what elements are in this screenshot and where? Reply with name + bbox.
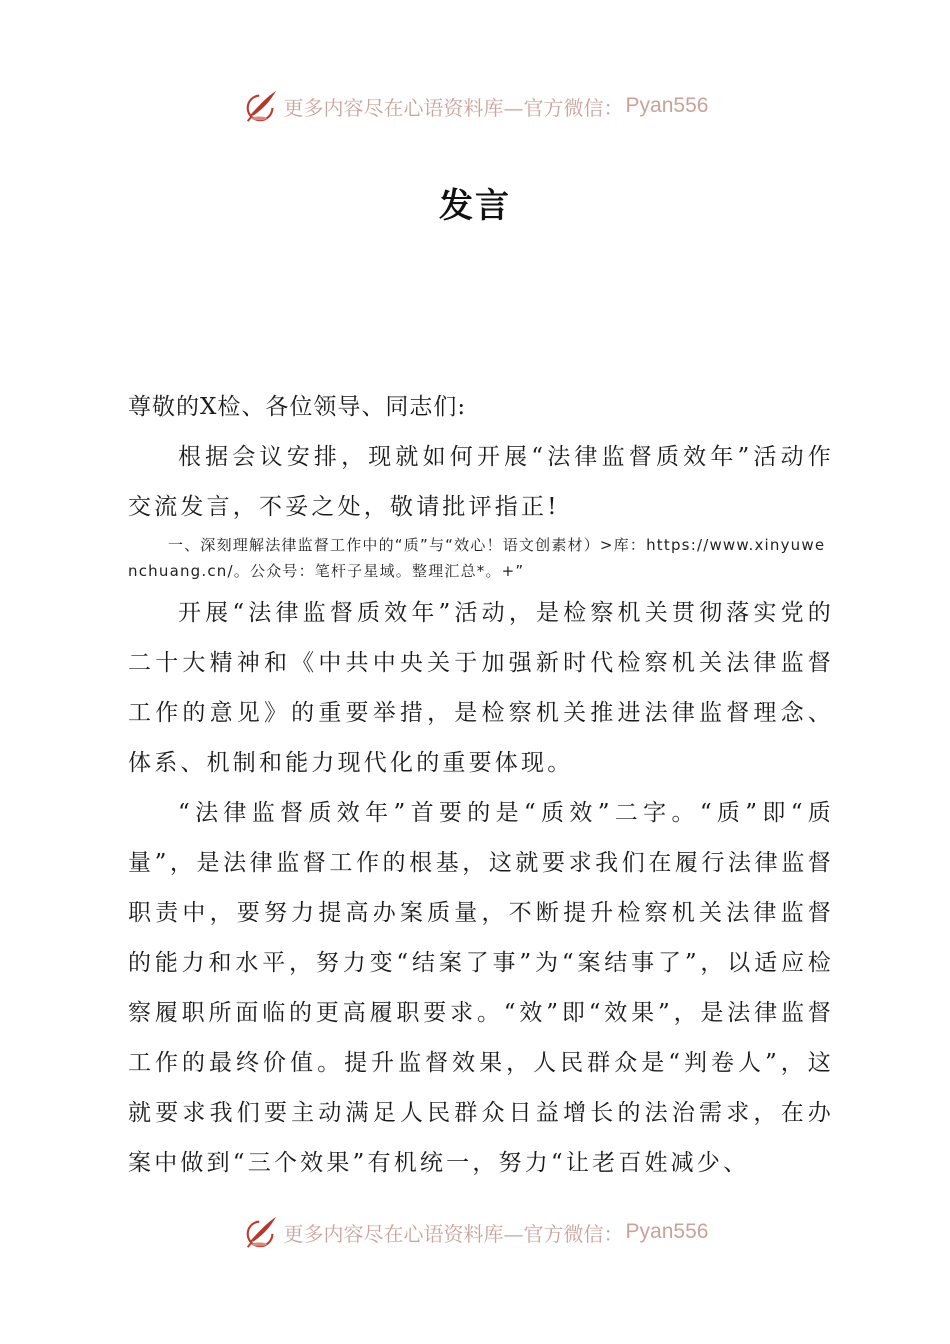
watermark-wechat-id: Pyan556 (625, 94, 709, 117)
paragraph-3: “法律监督质效年”首要的是“质效”二字。“质”即“质量”，是法律监督工作的根基，这就要求我们在履行法律监督职责中，要努力提高办案质量，不断提升检察机关法律监督的能力和水平，努力变“结案了事”为“案结事了”，以适应检察履职所面临的更高履职要求。“效”即“效果”，是法律监督工作的最终价值。提升监督效果，人民群众是“判卷人”，这就要求我们要主动满足人民群众日益增长的法治需求，在办案中做到“三个效果”有机统一，努力“让老百姓减少、 (128, 800, 834, 1176)
watermark-text: 更多内容尽在心语资料库—官方微信： (283, 1221, 624, 1246)
document-body (128, 382, 834, 1188)
section-heading-1: 一、深刻理解法律监督工作中的“质”与“效心！语文创素材）>库：https://www.xinyuwenchuang.cn/。公众号：笔杆子星域。整理汇总*。+” (128, 536, 826, 580)
quill-logo-icon (242, 1213, 280, 1251)
header-watermark (0, 86, 950, 126)
paragraph-2: 开展“法律监督质效年”活动，是检察机关贯彻落实党的二十大精神和《中共中央关于加强新时代检察机关法律监督工作的意见》的重要举措，是检察机关推进法律监督理念、体系、机制和能力现代化的重要体现。 (128, 600, 834, 776)
quill-logo-icon (242, 87, 280, 125)
salutation: 尊敬的X检、各位领导、同志们: (128, 394, 467, 420)
watermark-wechat-id: Pyan556 (625, 1220, 709, 1243)
watermark-text: 更多内容尽在心语资料库—官方微信： (283, 95, 624, 120)
document-title: 发言 (439, 186, 511, 226)
footer-watermark (0, 1212, 950, 1252)
paragraph-intro: 根据会议安排，现就如何开展“法律监督质效年”活动作交流发言，不妥之处，敬请批评指正! (128, 444, 834, 520)
